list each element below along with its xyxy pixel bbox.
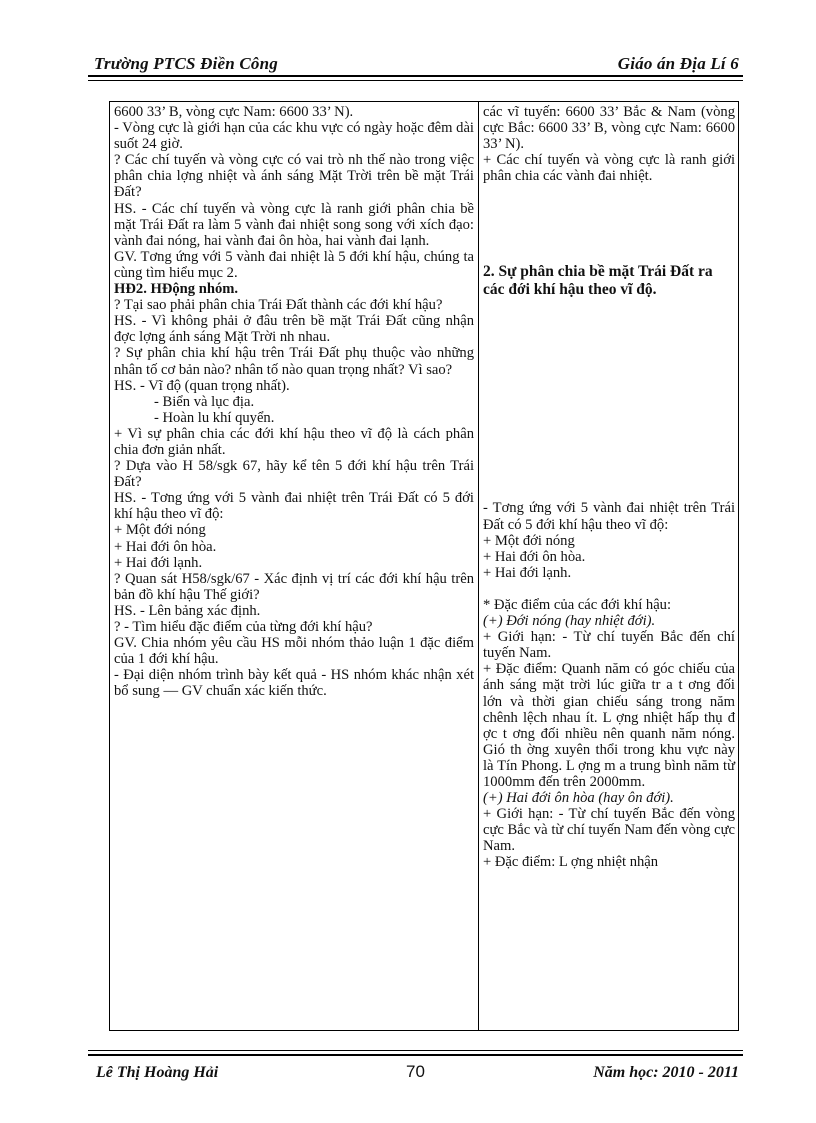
student-answer: HS. - Vĩ độ (quan trọng nhất). bbox=[114, 377, 290, 394]
school-year: Năm học: 2010 - 2011 bbox=[593, 1064, 739, 1081]
question: ? Dựa vào H 58/sgk 67, hãy kể tên 5 đới khí hậu trên Trái Đất? bbox=[114, 458, 474, 491]
list-item: + Hai đới lạnh. bbox=[114, 554, 203, 571]
list-item: + Một đới nóng bbox=[483, 532, 575, 549]
text-line: + Đặc điểm: L ợng nhiệt nhận bbox=[483, 854, 659, 871]
student-answer: HS. - Lên bảng xác định. bbox=[114, 602, 261, 619]
subheading: * Đặc điểm của các đới khí hậu: bbox=[483, 596, 672, 613]
text-line: + Giới hạn: - Từ chí tuyến Bắc đến chí tuyến Nam. bbox=[483, 629, 735, 662]
text-line: - Đại diện nhóm trình bày kết quả - HS nhóm khác nhận xét bổ sung — GV chuẩn xác kiến thức. bbox=[114, 667, 474, 700]
text-line: các vĩ tuyến: 6600 33’ Bắc & Nam (vòng cực Bắc: 6600 33’ B, vòng cực Nam: 6600 33’ N). bbox=[483, 104, 735, 153]
list-item: + Hai đới lạnh. bbox=[483, 564, 572, 581]
header-rule-thin bbox=[88, 80, 743, 81]
subject-title: Giáo án Địa Lí 6 bbox=[617, 54, 739, 73]
question: ? Các chí tuyến và vòng cực có vai trò nh thế nào trong việc phân chia lợng nhiệt và ánh sáng Mặt Trời trên bề mặt Trái Đất? bbox=[114, 152, 474, 201]
list-item: - Hoàn lu khí quyển. bbox=[154, 409, 275, 426]
student-answer: HS. - Tơng ứng với 5 vành đai nhiệt trên Trái Đất có 5 đới khí hậu theo vĩ độ: bbox=[114, 490, 474, 523]
question: ? Tại sao phải phân chia Trái Đất thành các đới khí hậu? bbox=[114, 297, 443, 314]
text-line: + Vì sự phân chia các đới khí hậu theo vĩ độ là cách phân chia đơn giản nhất. bbox=[114, 425, 474, 458]
lesson-content-column bbox=[483, 104, 735, 871]
zone-title: (+) Hai đới ôn hòa (hay ôn đới). bbox=[483, 790, 674, 807]
teacher-student-activity-column bbox=[114, 104, 474, 699]
page-header bbox=[88, 50, 743, 76]
text-line: 6600 33’ B, vòng cực Nam: 6600 33’ N). bbox=[114, 104, 354, 120]
text-line: - Vòng cực là giới hạn của các khu vực có ngày hoặc đêm dài suốt 24 giờ. bbox=[114, 120, 474, 153]
teacher-note: GV. Tơng ứng với 5 vành đai nhiệt là 5 đới khí hậu, chúng ta cùng tìm hiểu mục 2. bbox=[114, 248, 474, 281]
zone-title: (+) Đới nóng (hay nhiệt đới). bbox=[483, 613, 656, 630]
list-item: + Hai đới ôn hòa. bbox=[483, 548, 586, 565]
author-name: Lê Thị Hoàng Hải bbox=[96, 1064, 219, 1081]
text-line: + Giới hạn: - Từ chí tuyến Bắc đến vòng cực Bắc và từ chí tuyến Nam đến vòng cực Nam. bbox=[483, 806, 735, 855]
student-answer: HS. - Các chí tuyến và vòng cực là ranh giới phân chia bề mặt Trái Đất ra làm 5 vành đai nhiệt song song với xích đạo: vành đai nóng, hai vành đai ôn hòa, hai vành đai lạnh. bbox=[114, 200, 474, 249]
text-line: + Các chí tuyến và vòng cực là ranh giới phân chia các vành đai nhiệt. bbox=[483, 152, 735, 185]
page-number: 70 bbox=[406, 1062, 425, 1081]
school-name: Trường PTCS Điền Công bbox=[94, 54, 278, 73]
question: ? - Tìm hiểu đặc điểm của từng đới khí hậu? bbox=[114, 619, 373, 635]
text-line: + Đặc điểm: Quanh năm có góc chiếu của ánh sáng mặt trời lúc giữa tr a t ơng đối lớn và thời gian chiếu sáng trong năm chênh lệch nhau ít. L ợng nhiệt hấp thụ đ ợc t ơng đối nhiều nên quanh năm nóng. Gió th ờng xuyên thổi trong khu vực này là Tín Phong. L ợng m a trung bình năm từ 1000mm đến trên 2000mm. bbox=[483, 661, 735, 790]
column-divider bbox=[478, 102, 479, 1030]
header-rule-thick bbox=[88, 75, 743, 77]
lesson-table bbox=[109, 101, 739, 1031]
footer-rule-thick bbox=[88, 1054, 743, 1056]
teacher-note: GV. Chia nhóm yêu cầu HS mỗi nhóm thảo luận 1 đặc điểm của 1 đới khí hậu. bbox=[114, 635, 474, 668]
activity-heading: HĐ2. HĐộng nhóm. bbox=[114, 281, 239, 298]
question: ? Quan sát H58/sgk/67 - Xác định vị trí các đới khí hậu trên bản đồ khí hậu Thế giới? bbox=[114, 570, 474, 603]
section-heading: 2. Sự phân chia bề mặt Trái Đất ra các đới khí hậu theo vĩ độ. bbox=[483, 263, 713, 299]
question: ? Sự phân chia khí hậu trên Trái Đất phụ thuộc vào những nhân tố cơ bản nào? nhân tố nào quan trọng nhất? Vì sao? bbox=[114, 345, 474, 378]
footer-rule-thin bbox=[88, 1050, 743, 1051]
list-item: + Một đới nóng bbox=[114, 522, 206, 539]
list-item: - Biển và lục địa. bbox=[154, 393, 255, 410]
student-answer: HS. - Vì không phải ở đâu trên bề mặt Trái Đất cũng nhận đợc lợng ánh sáng Mặt Trời nh nhau. bbox=[114, 313, 474, 346]
list-item: + Hai đới ôn hòa. bbox=[114, 538, 217, 555]
text-line: - Tơng ứng với 5 vành đai nhiệt trên Trái Đất có 5 đới khí hậu theo vĩ độ: bbox=[483, 500, 735, 533]
page-footer bbox=[88, 1050, 743, 1090]
